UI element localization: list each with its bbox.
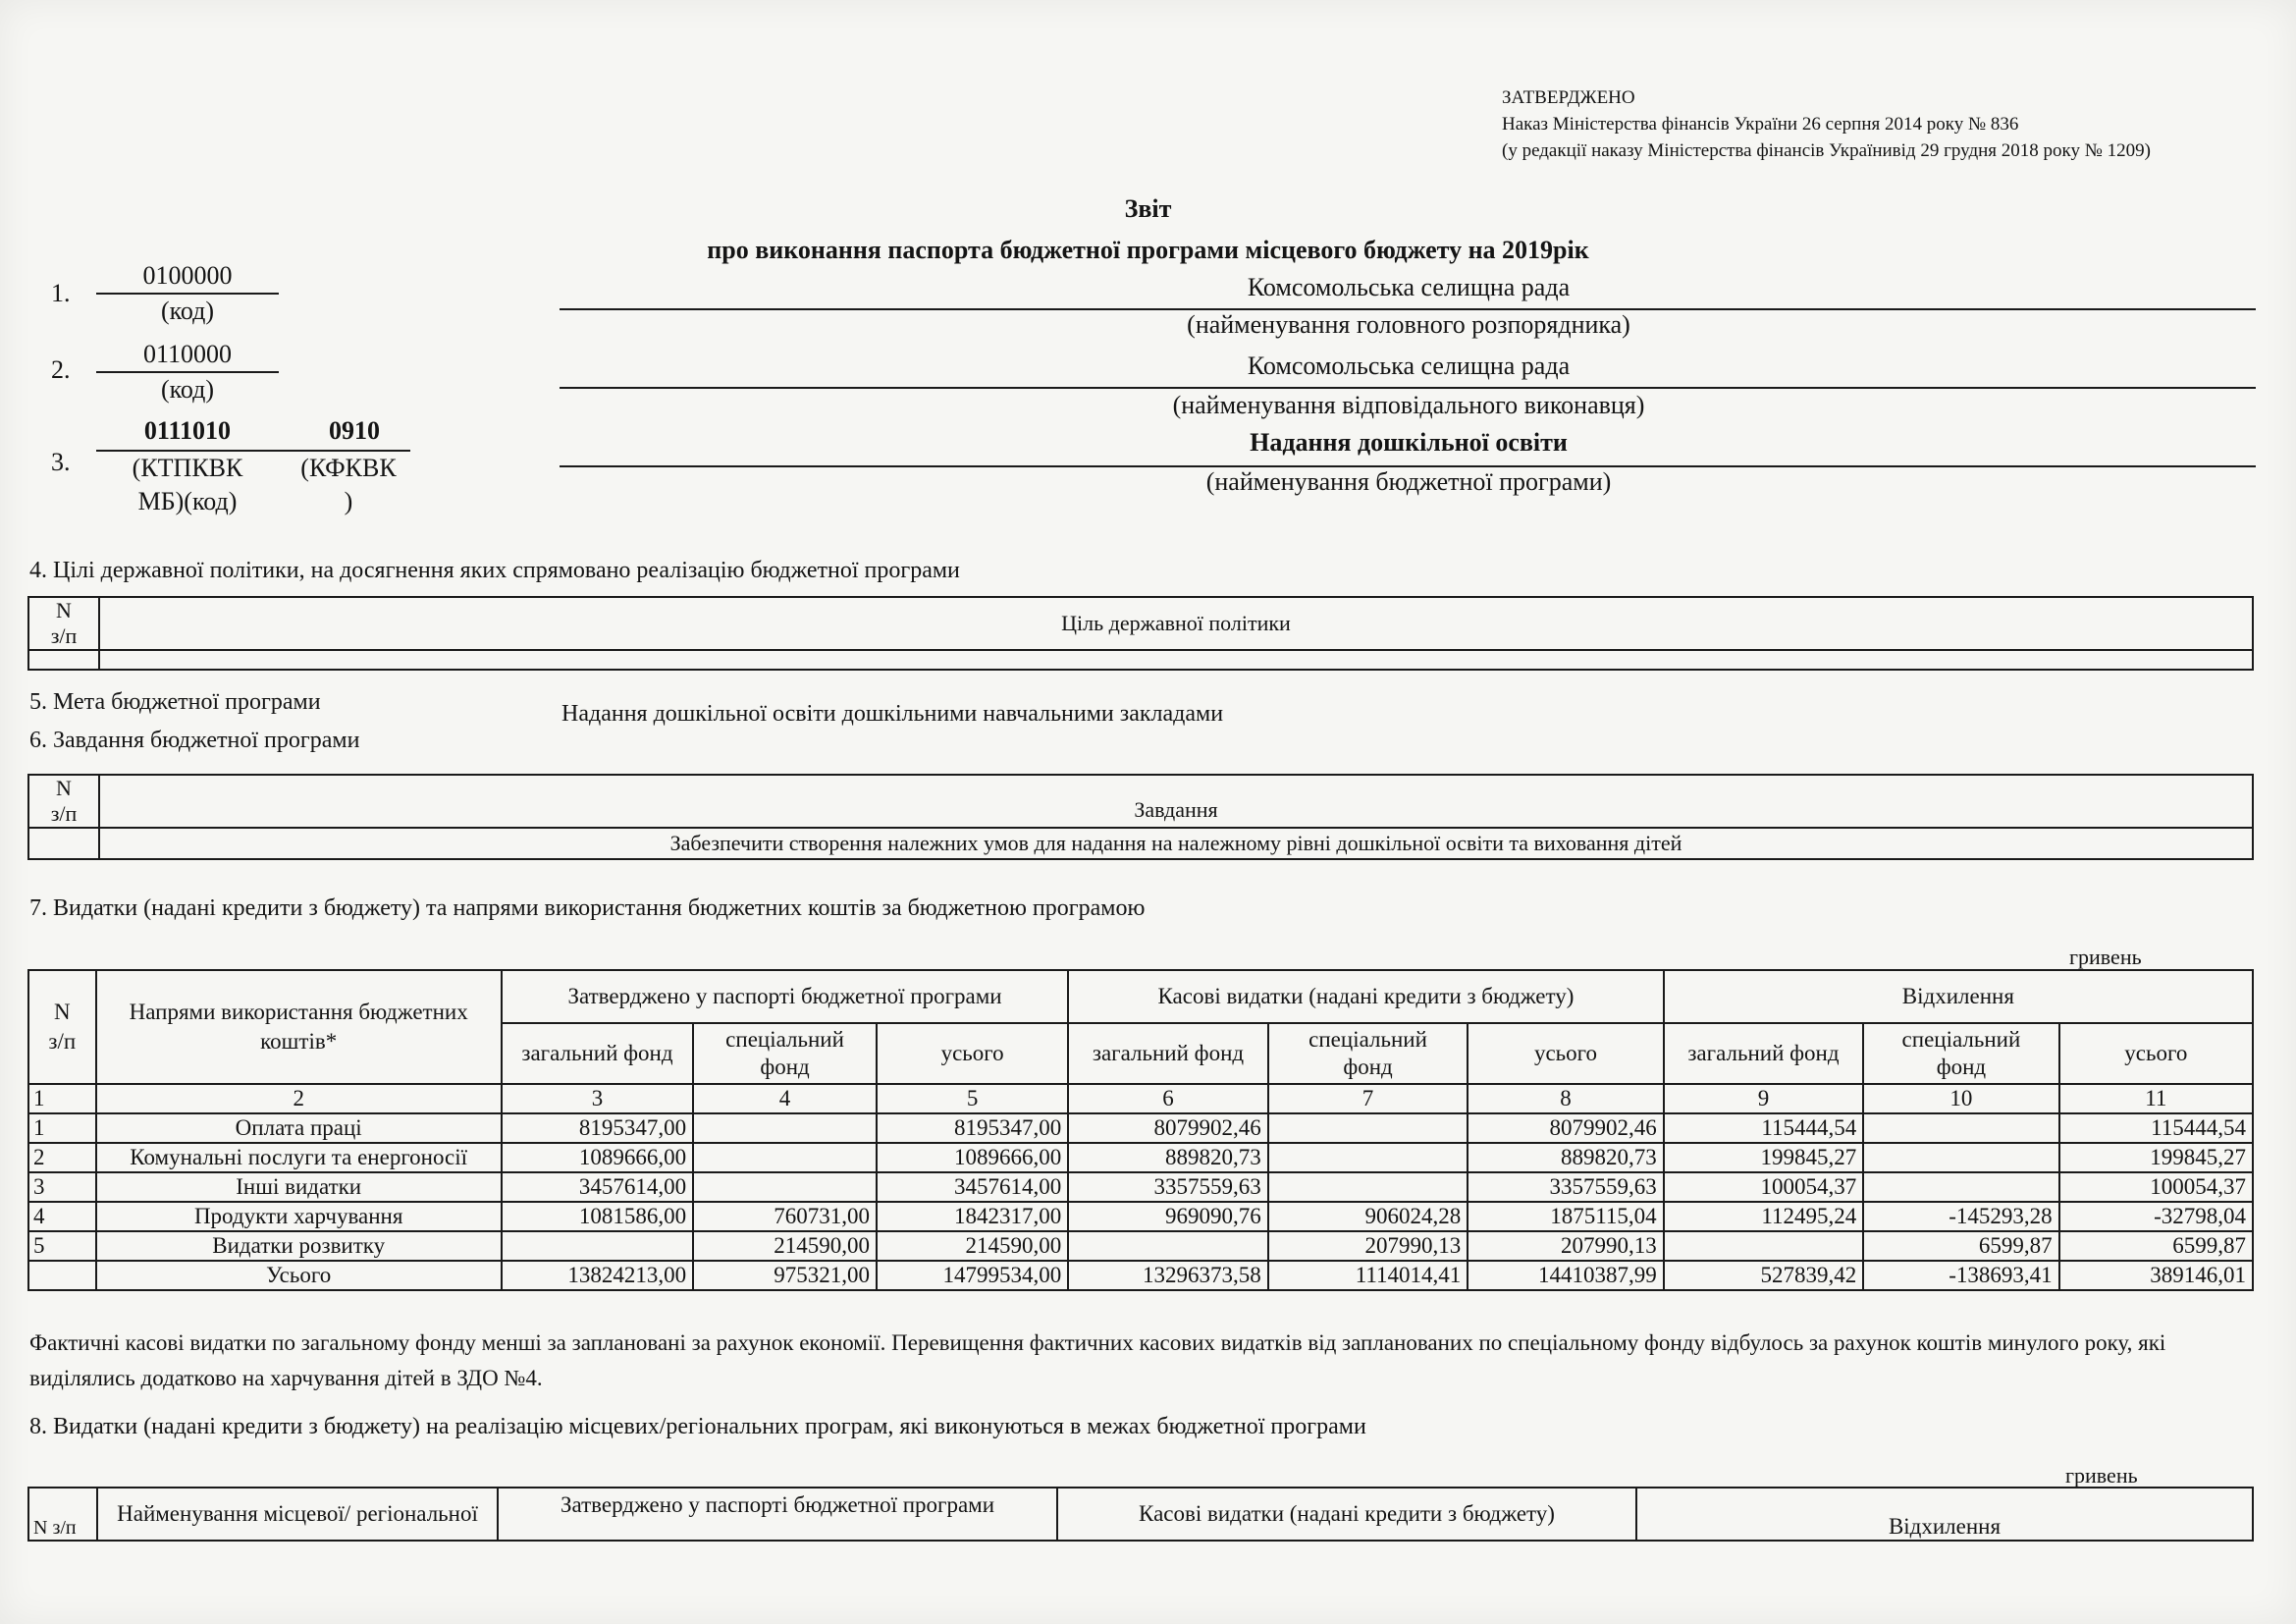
row-value-d-spec: 6599,87 <box>1863 1231 2058 1261</box>
row-value-a-gen <box>502 1231 693 1261</box>
row-direction: Видатки розвитку <box>96 1231 502 1261</box>
row3-number: 3. <box>51 448 71 476</box>
row-value-d-gen <box>1664 1231 1864 1261</box>
col-header-deviation-total: усього <box>2059 1023 2253 1084</box>
section4-empty-cell <box>99 650 2253 670</box>
row-value-c-spec: 207990,13 <box>1268 1231 1468 1261</box>
row3-code2-label-1: (КФКВК <box>300 454 397 482</box>
program-col-cash: Касові видатки (надані кредити з бюджету) <box>1057 1488 1636 1541</box>
row-value-a-gen: 1089666,00 <box>502 1143 693 1172</box>
column-number: 9 <box>1664 1084 1864 1113</box>
col-header-direction-line2: коштів* <box>260 1029 338 1054</box>
table-row <box>28 1172 2253 1202</box>
row-value-a-spec: 975321,00 <box>693 1261 877 1290</box>
row2-code: 0110000 <box>142 340 233 368</box>
program-col-deviation: Відхилення <box>1636 1488 2253 1541</box>
section6-table <box>27 774 2254 860</box>
row-value-d-gen: 112495,24 <box>1664 1202 1864 1231</box>
row-value-d-spec <box>1863 1143 2058 1172</box>
row-value-c-tot: 3357559,63 <box>1468 1172 1663 1202</box>
row-value-a-tot: 1842317,00 <box>877 1202 1068 1231</box>
col-header-special-line1: спеціальний <box>1308 1027 1427 1052</box>
col-header-special-line2: фонд <box>1936 1055 1987 1079</box>
table-row <box>28 1261 2253 1290</box>
col-header-approved-special <box>693 1023 877 1084</box>
row-value-d-tot: 389146,01 <box>2059 1261 2253 1290</box>
row1-code-label: (код) <box>160 297 215 325</box>
row-number: 1 <box>28 1113 96 1143</box>
section7-title: 7. Видатки (надані кредити з бюджету) та напрями використання бюджетних коштів за бюджетною програмою <box>29 895 1146 921</box>
row3-name: Надання дошкільної освіти <box>1250 428 1568 457</box>
row-value-d-tot: 6599,87 <box>2059 1231 2253 1261</box>
row-value-a-tot: 3457614,00 <box>877 1172 1068 1202</box>
row-direction: Усього <box>96 1261 502 1290</box>
row-value-d-tot: 115444,54 <box>2059 1113 2253 1143</box>
row-number: 5 <box>28 1231 96 1261</box>
column-number: 7 <box>1268 1084 1468 1113</box>
col-header-approved-general: загальний фонд <box>502 1023 693 1084</box>
row-value-a-tot: 14799534,00 <box>877 1261 1068 1290</box>
section4-col-goal: Ціль державної політики <box>99 597 2253 650</box>
row-value-c-tot: 889820,73 <box>1468 1143 1663 1172</box>
row-value-c-gen: 3357559,63 <box>1068 1172 1268 1202</box>
section4-empty-cell <box>28 650 99 670</box>
row2-name: Комсомольська селищна рада <box>1247 352 1571 380</box>
section6-title: 6. Завдання бюджетної програми <box>29 728 360 753</box>
row-value-a-spec <box>693 1113 877 1143</box>
report-subtitle: про виконання паспорта бюджетної програми місцевого бюджету на 2019рік <box>707 236 1589 264</box>
row2-name-line <box>560 387 2256 389</box>
section6-col-n-line1: N <box>56 776 72 800</box>
row-value-d-gen: 527839,42 <box>1664 1261 1864 1290</box>
row2-number: 2. <box>51 355 71 384</box>
expenditure-table <box>27 969 2254 1291</box>
row1-code-line <box>96 293 279 295</box>
column-number: 1 <box>28 1084 96 1113</box>
row2-name-label: (найменування відповідального виконавця) <box>1172 391 1645 419</box>
row-value-c-spec <box>1268 1172 1468 1202</box>
program-col-n: N з/п <box>28 1488 97 1541</box>
section6-col-n <box>28 775 99 828</box>
col-header-cash-general: загальний фонд <box>1068 1023 1268 1084</box>
col-header-cash-total: усього <box>1468 1023 1663 1084</box>
row1-code: 0100000 <box>142 261 233 290</box>
row-value-c-gen <box>1068 1231 1268 1261</box>
section6-row-n <box>28 828 99 859</box>
col-header-direction-line1: Напрями використання бюджетних <box>129 1000 468 1024</box>
row3-code-label-2: МБ)(код) <box>137 487 238 515</box>
row-value-d-gen: 199845,27 <box>1664 1143 1864 1172</box>
section5-value: Надання дошкільної освіти дошкільними навчальними закладами <box>561 701 1224 727</box>
table-row <box>28 1231 2253 1261</box>
row-value-c-gen: 8079902,46 <box>1068 1113 1268 1143</box>
row-value-a-spec <box>693 1172 877 1202</box>
column-number: 5 <box>877 1084 1068 1113</box>
row-value-c-tot: 14410387,99 <box>1468 1261 1663 1290</box>
row-value-d-spec: -138693,41 <box>1863 1261 2058 1290</box>
column-number: 10 <box>1863 1084 2058 1113</box>
program-col-approved: Затверджено у паспорті бюджетної програми <box>498 1488 1057 1541</box>
row3-code2-label-2: ) <box>344 487 353 515</box>
section4-col-n-line1: N <box>56 598 72 623</box>
col-header-direction <box>96 970 502 1084</box>
section7-note: Фактичні касові видатки по загальному фонду менші за заплановані за рахунок економії. Перевищення фактичних касових видатків від запланованих по спеціальному фонду відбулось за рахунок коштів минулого року, які виділялись додатково на харчування дітей в ЗДО №4. <box>29 1330 2166 1390</box>
column-number: 3 <box>502 1084 693 1113</box>
row-value-a-tot: 8195347,00 <box>877 1113 1068 1143</box>
table-row <box>28 1202 2253 1231</box>
row-value-c-tot: 207990,13 <box>1468 1231 1663 1261</box>
row3-code-label-1: (КТПКВК <box>132 454 243 482</box>
row1-name: Комсомольська селищна рада <box>1247 273 1571 301</box>
program-col-name: Найменування місцевої/ регіональної <box>97 1488 498 1541</box>
row-value-a-gen: 1081586,00 <box>502 1202 693 1231</box>
report-title: Звіт <box>1124 194 1172 223</box>
approval-order: Наказ Міністерства фінансів України 26 серпня 2014 року № 836 <box>1502 114 2019 135</box>
section6-col-task: Завдання <box>99 775 2253 828</box>
row-value-c-tot: 8079902,46 <box>1468 1113 1663 1143</box>
section4-col-n-line2: з/п <box>50 623 78 648</box>
column-number-row <box>28 1084 2253 1113</box>
row-value-d-gen: 115444,54 <box>1664 1113 1864 1143</box>
row-value-d-spec <box>1863 1172 2058 1202</box>
row-value-c-gen: 13296373,58 <box>1068 1261 1268 1290</box>
row-value-a-gen: 8195347,00 <box>502 1113 693 1143</box>
row-value-a-tot: 214590,00 <box>877 1231 1068 1261</box>
row-number <box>28 1261 96 1290</box>
row-value-c-tot: 1875115,04 <box>1468 1202 1663 1231</box>
row3-code-line <box>96 450 410 452</box>
row1-name-label: (найменування головного розпорядника) <box>1187 310 1630 339</box>
table-row <box>28 1143 2253 1172</box>
row-value-c-gen: 969090,76 <box>1068 1202 1268 1231</box>
col-header-special-line1: спеціальний <box>725 1027 844 1052</box>
row-direction: Оплата праці <box>96 1113 502 1143</box>
row-value-c-gen: 889820,73 <box>1068 1143 1268 1172</box>
program-table <box>27 1487 2254 1542</box>
row-value-c-spec <box>1268 1113 1468 1143</box>
approval-title: ЗАТВЕРДЖЕНО <box>1502 87 1635 108</box>
col-header-n <box>28 970 96 1084</box>
row-number: 3 <box>28 1172 96 1202</box>
section4-title: 4. Цілі державної політики, на досягнення яких спрямовано реалізацію бюджетної програми <box>29 558 960 583</box>
row-value-a-gen: 3457614,00 <box>502 1172 693 1202</box>
column-number: 6 <box>1068 1084 1268 1113</box>
col-header-special-line1: спеціальний <box>1901 1027 2021 1052</box>
column-number: 2 <box>96 1084 502 1113</box>
row-value-d-tot: 100054,37 <box>2059 1172 2253 1202</box>
column-number: 11 <box>2059 1084 2253 1113</box>
row2-code-line <box>96 371 279 373</box>
section8-unit: гривень <box>2065 1463 2138 1488</box>
col-header-cash-special <box>1268 1023 1468 1084</box>
row-value-c-spec <box>1268 1143 1468 1172</box>
col-header-cash: Касові видатки (надані кредити з бюджету) <box>1068 970 1663 1023</box>
row-direction: Комунальні послуги та енергоносії <box>96 1143 502 1172</box>
approval-edition: (у редакції наказу Міністерства фінансів Українивід 29 грудня 2018 року № 1209) <box>1502 140 2151 161</box>
column-number: 4 <box>693 1084 877 1113</box>
row-value-a-gen: 13824213,00 <box>502 1261 693 1290</box>
row-direction: Інші видатки <box>96 1172 502 1202</box>
col-header-deviation-general: загальний фонд <box>1664 1023 1864 1084</box>
table-row <box>28 1113 2253 1143</box>
section5-title: 5. Мета бюджетної програми <box>29 689 321 715</box>
approval-block <box>1502 84 2151 164</box>
col-header-n-line1: N <box>53 1000 71 1024</box>
col-header-approved: Затверджено у паспорті бюджетної програми <box>502 970 1068 1023</box>
section4-col-n <box>28 597 99 650</box>
col-header-special-line2: фонд <box>1343 1055 1393 1079</box>
section8-title: 8. Видатки (надані кредити з бюджету) на реалізацію місцевих/регіональних програм, які виконуються в межах бюджетної програми <box>29 1414 1366 1439</box>
section4-table <box>27 596 2254 671</box>
row-value-c-spec: 1114014,41 <box>1268 1261 1468 1290</box>
row2-code-label: (код) <box>160 375 215 404</box>
row1-number: 1. <box>51 279 71 307</box>
row3-code2: 0910 <box>329 416 380 445</box>
row3-name-label: (найменування бюджетної програми) <box>1205 467 1612 496</box>
row-value-d-spec: -145293,28 <box>1863 1202 2058 1231</box>
section7-unit: гривень <box>2069 945 2142 969</box>
row-number: 4 <box>28 1202 96 1231</box>
col-header-special-line2: фонд <box>760 1055 810 1079</box>
row-value-d-tot: 199845,27 <box>2059 1143 2253 1172</box>
section6-col-n-line2: з/п <box>50 801 78 826</box>
col-header-deviation: Відхилення <box>1664 970 2253 1023</box>
row-direction: Продукти харчування <box>96 1202 502 1231</box>
col-header-approved-total: усього <box>877 1023 1068 1084</box>
row-value-d-gen: 100054,37 <box>1664 1172 1864 1202</box>
row-value-d-tot: -32798,04 <box>2059 1202 2253 1231</box>
row-value-a-spec: 214590,00 <box>693 1231 877 1261</box>
row-value-a-spec: 760731,00 <box>693 1202 877 1231</box>
row-value-a-tot: 1089666,00 <box>877 1143 1068 1172</box>
row-value-c-spec: 906024,28 <box>1268 1202 1468 1231</box>
column-number: 8 <box>1468 1084 1663 1113</box>
col-header-deviation-special <box>1863 1023 2058 1084</box>
section6-task: Забезпечити створення належних умов для надання на належному рівні дошкільної освіти та виховання дітей <box>99 828 2253 859</box>
row-number: 2 <box>28 1143 96 1172</box>
row3-code: 0111010 <box>143 416 232 445</box>
row-value-a-spec <box>693 1143 877 1172</box>
col-header-n-line2: з/п <box>48 1029 77 1054</box>
row-value-d-spec <box>1863 1113 2058 1143</box>
